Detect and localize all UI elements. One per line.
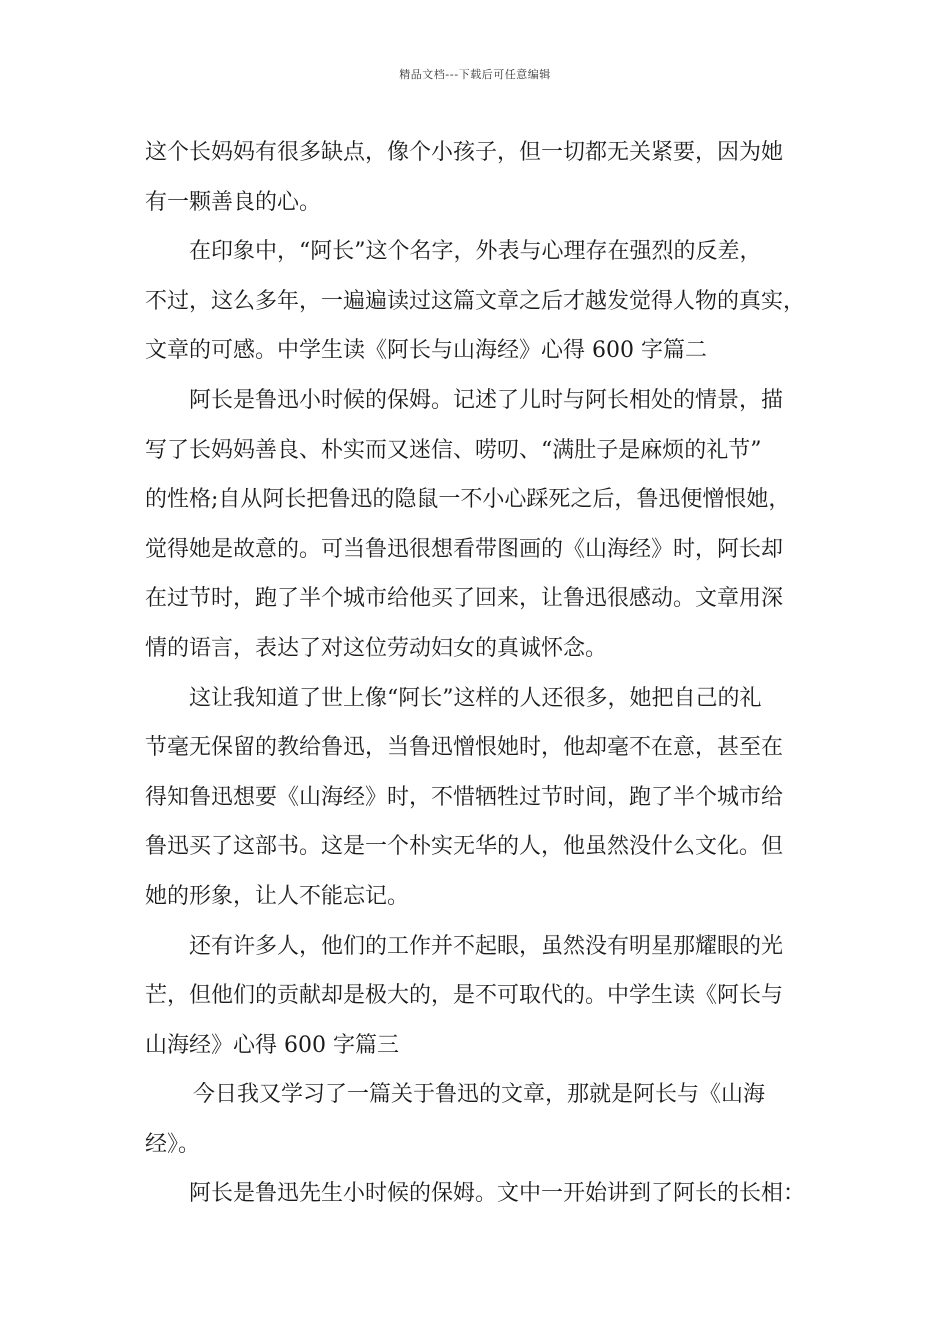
text-line: 觉得她是故意的。可当鲁迅很想看带图画的《山海经》时，阿长却 bbox=[145, 536, 784, 562]
text-line: 她的形象，让人不能忘记。 bbox=[145, 883, 410, 909]
document-body bbox=[145, 128, 825, 1219]
text-line: 情的语言，表达了对这位劳动妇女的真诚怀念。 bbox=[145, 635, 608, 661]
text-line: 阿长是鲁迅小时候的保姆。记述了儿时与阿长相处的情景，描 bbox=[189, 387, 784, 413]
text-line: 在过节时，跑了半个城市给他买了回来，让鲁迅很感动。文章用深 bbox=[145, 586, 784, 612]
text-line: 得知鲁迅想要《山海经》时，不惜牺牲过节时间，跑了半个城市给 bbox=[145, 784, 784, 810]
text-line: 这个长妈妈有很多缺点，像个小孩子，但一切都无关紧要，因为她 bbox=[145, 140, 784, 165]
text-line: 写了长妈妈善良、朴实而又迷信、唠叨、“满肚子是麻烦的礼节” bbox=[145, 437, 762, 463]
text-line: 不过，这么多年，一遍遍读过这篇文章之后才越发觉得人物的真实， bbox=[145, 288, 806, 314]
page-header: 精品文档---下载后可任意编辑 bbox=[399, 68, 551, 81]
text-line: 文章的可感。中学生读《阿长与山海经》心得 600 字篇二 bbox=[145, 338, 707, 364]
text-line: 还有许多人，他们的工作并不起眼，虽然没有明星那耀眼的光 bbox=[189, 933, 784, 959]
text-line: 在印象中，“阿长”这个名字，外表与心理存在强烈的反差， bbox=[189, 239, 762, 265]
text-line: 节毫无保留的教给鲁迅，当鲁迅憎恨她时，他却毫不在意，甚至在 bbox=[145, 735, 784, 761]
text-line: 山海经》心得 600 字篇三 bbox=[145, 1032, 399, 1058]
text-line: 有一颗善良的心。 bbox=[145, 189, 322, 215]
text-line: 鲁迅买了这部书。这是一个朴实无华的人，他虽然没什么文化。但 bbox=[145, 834, 784, 860]
text-line: 芒，但他们的贡献却是极大的，是不可取代的。中学生读《阿长与 bbox=[145, 983, 784, 1009]
text-line: 这让我知道了世上像“阿长”这样的人还很多，她把自己的礼 bbox=[189, 685, 762, 711]
text-line: 的性格;自从阿长把鲁迅的隐鼠一不小心踩死之后，鲁迅便憎恨她， bbox=[145, 487, 791, 513]
text-line: 经》。 bbox=[145, 1131, 201, 1157]
text-line: 今日我又学习了一篇关于鲁迅的文章，那就是阿长与《山海 bbox=[193, 1082, 766, 1108]
text-line: 阿长是鲁迅先生小时候的保姆。文中一开始讲到了阿长的长相： bbox=[189, 1181, 806, 1207]
